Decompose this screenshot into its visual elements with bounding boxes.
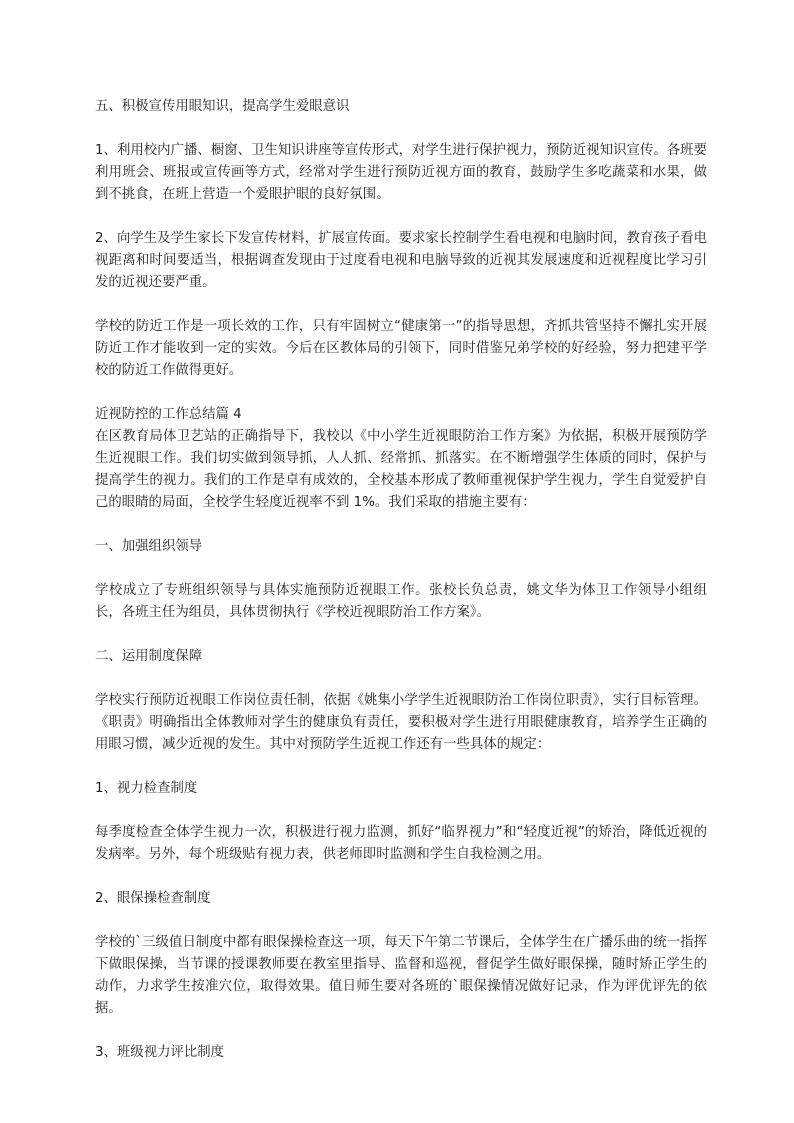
- paragraph-vision-check: 每季度检查全体学生视力一次，积极进行视力监测，抓好“临界视力”和“轻度近视”的矫治，降低近视的发病率。另外，每个班级贴有视力表，供老师即时监测和学生自我检测之用。: [95, 825, 707, 862]
- paragraph-publicity-1: 1、利用校内广播、橱窗、卫生知识讲座等宣传形式，对学生进行保护视力，预防近视知识宣传。各班要利用班会、班报或宣传画等方式，经常对学生进行预防近视方面的教育，鼓励学生多吃蔬菜和水果，做到不挑食，在班上营造一个爱眼护眼的良好氛围。: [95, 143, 707, 202]
- paragraph-publicity-2: 2、向学生及学生家长下发宣传材料，扩展宣传面。要求家长控制学生看电视和电脑时间，教育孩子看电视距离和时间要适当，根据调查发现由于过度看电视和电脑导致的近视其发展速度和近视程度比学习引发的近视还要严重。: [95, 231, 707, 290]
- article-title: 近视防控的工作总结篇 4: [95, 407, 242, 422]
- paragraph-conclusion: 学校的防近工作是一项长效的工作，只有牢固树立“健康第一”的指导思想，齐抓共管坚持不懈扎实开展防近工作才能收到一定的实效。今后在区教体局的引领下，同时借鉴兄弟学校的好经验，努力把建平学校的防近工作做得更好。: [95, 319, 707, 378]
- section-heading-publicity: 五、积极宣传用眼知识，提高学生爱眼意识: [95, 99, 350, 114]
- section-heading-organization: 一、加强组织领导: [95, 539, 203, 554]
- subheading-vision-check: 1、视力检查制度: [95, 781, 198, 796]
- subheading-eye-exercise: 2、眼保操检查制度: [95, 891, 211, 906]
- document-body: [95, 96, 707, 1064]
- paragraph-system: 学校实行预防近视眼工作岗位责任制，依据《姚集小学学生近视眼防治工作岗位职责》，实行目标管理。《职责》明确指出全体教师对学生的健康负有责任，要积极对学生进行用眼健康教育，培养学生正确的用眼习惯，减少近视的发生。其中对预防学生近视工作还有一些具体的规定：: [95, 693, 707, 752]
- paragraph-intro: 在区教育局体卫艺站的正确指导下，我校以《中小学生近视眼防治工作方案》为依据，积极开展预防学生近视眼工作。我们切实做到领导抓，人人抓、经常抓、抓落实。在不断增强学生体质的同时，保护与提高学生的视力。我们的工作是卓有成效的，全校基本形成了教师重视保护学生视力，学生自觉爱护自己的眼睛的局面，全校学生轻度近视率不到 1%。我们采取的措施主要有：: [95, 429, 707, 510]
- paragraph-organization: 学校成立了专班组织领导与具体实施预防近视眼工作。张校长负总责，姚文华为体卫工作领导小组组长，各班主任为组员，具体贯彻执行《学校近视眼防治工作方案》。: [95, 583, 707, 620]
- subheading-class-vision-rating: 3、班级视力评比制度: [95, 1045, 225, 1060]
- section-heading-system: 二、运用制度保障: [95, 649, 203, 664]
- paragraph-eye-exercise: 学校的`三级值日制度中都有眼保操检查这一项，每天下午第二节课后，全体学生在广播乐曲的统一指挥下做眼保操，当节课的授课教师要在教室里指导、监督和巡视，督促学生做好眼保操，随时矫正学生的动作，力求学生按准穴位，取得效果。值日师生要对各班的`眼保操情况做好记录，作为评优评先的依据。: [95, 935, 707, 1016]
